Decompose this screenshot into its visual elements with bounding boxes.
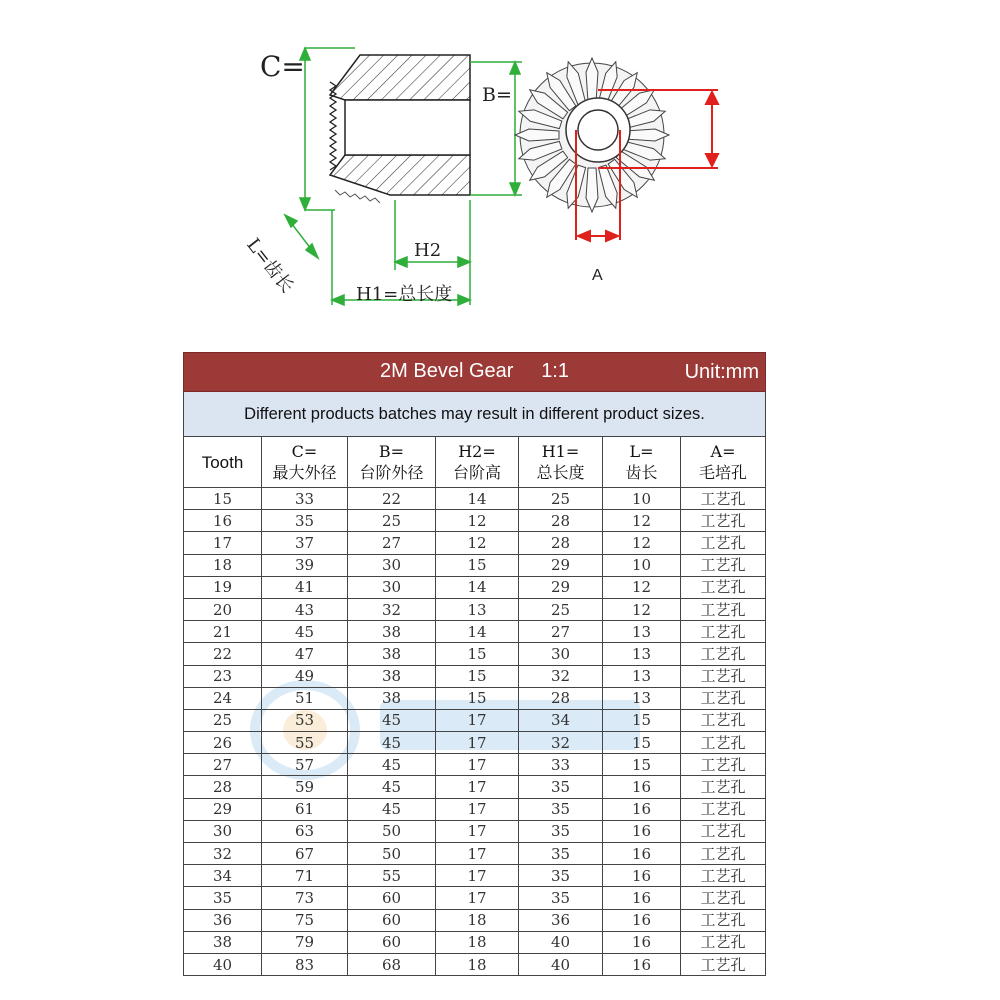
- cell-l: 16: [603, 820, 681, 842]
- table-row: [184, 931, 766, 953]
- spec-table-container: [183, 352, 765, 976]
- cell-a: 工艺孔: [681, 820, 766, 842]
- cell-tooth: 27: [184, 754, 262, 776]
- table-row: [184, 643, 766, 665]
- cell-a: 工艺孔: [681, 776, 766, 798]
- cell-tooth: 34: [184, 865, 262, 887]
- cell-h2: 14: [436, 488, 519, 510]
- cell-b: 45: [348, 776, 436, 798]
- cell-h1: 28: [519, 510, 603, 532]
- table-row: [184, 687, 766, 709]
- table-body: [184, 488, 766, 976]
- cell-l: 15: [603, 754, 681, 776]
- table-row: [184, 621, 766, 643]
- cell-a: 工艺孔: [681, 621, 766, 643]
- table-row: [184, 820, 766, 842]
- cell-a: 工艺孔: [681, 887, 766, 909]
- cell-a: 工艺孔: [681, 732, 766, 754]
- table-row: [184, 732, 766, 754]
- cell-b: 45: [348, 732, 436, 754]
- cell-h2: 12: [436, 532, 519, 554]
- cell-c: 45: [262, 621, 348, 643]
- cell-c: 39: [262, 554, 348, 576]
- cell-h1: 40: [519, 953, 603, 975]
- spec-table: [183, 352, 766, 976]
- cell-l: 12: [603, 510, 681, 532]
- cell-b: 50: [348, 820, 436, 842]
- cell-l: 10: [603, 554, 681, 576]
- table-row: [184, 598, 766, 620]
- cell-b: 38: [348, 621, 436, 643]
- cell-c: 53: [262, 709, 348, 731]
- cell-l: 13: [603, 621, 681, 643]
- cell-l: 16: [603, 843, 681, 865]
- cell-l: 12: [603, 532, 681, 554]
- cell-tooth: 18: [184, 554, 262, 576]
- cell-tooth: 17: [184, 532, 262, 554]
- header-a: A= 毛培孔: [681, 437, 766, 488]
- header-c: C= 最大外径: [262, 437, 348, 488]
- table-row: [184, 798, 766, 820]
- cell-l: 13: [603, 687, 681, 709]
- cell-h1: 35: [519, 776, 603, 798]
- cell-l: 16: [603, 865, 681, 887]
- cell-h2: 17: [436, 754, 519, 776]
- table-row: [184, 909, 766, 931]
- cell-a: 工艺孔: [681, 843, 766, 865]
- cell-a: 工艺孔: [681, 865, 766, 887]
- cell-c: 59: [262, 776, 348, 798]
- label-a: A: [592, 267, 603, 284]
- cell-b: 38: [348, 687, 436, 709]
- cell-tooth: 25: [184, 709, 262, 731]
- table-row: [184, 776, 766, 798]
- cell-h1: 28: [519, 532, 603, 554]
- cell-h1: 40: [519, 931, 603, 953]
- cell-h1: 29: [519, 576, 603, 598]
- cell-a: 工艺孔: [681, 532, 766, 554]
- cell-b: 25: [348, 510, 436, 532]
- label-b: B=: [482, 84, 512, 106]
- title-row: [184, 353, 766, 392]
- cell-h1: 27: [519, 621, 603, 643]
- cell-h1: 29: [519, 554, 603, 576]
- cell-a: 工艺孔: [681, 665, 766, 687]
- cell-a: 工艺孔: [681, 798, 766, 820]
- cell-c: 61: [262, 798, 348, 820]
- cell-h1: 33: [519, 754, 603, 776]
- cell-b: 60: [348, 931, 436, 953]
- cell-a: 工艺孔: [681, 687, 766, 709]
- cell-l: 16: [603, 909, 681, 931]
- header-h1: H1= 总长度: [519, 437, 603, 488]
- label-h2: H2: [414, 240, 442, 261]
- cell-h1: 35: [519, 865, 603, 887]
- header-tooth: Tooth: [184, 437, 262, 488]
- cell-l: 16: [603, 931, 681, 953]
- cell-l: 16: [603, 776, 681, 798]
- table-row: [184, 488, 766, 510]
- cell-h1: 34: [519, 709, 603, 731]
- table-row: [184, 576, 766, 598]
- table-title: 2M Bevel Gear 1:1: [380, 360, 569, 382]
- cell-h2: 17: [436, 843, 519, 865]
- cell-tooth: 19: [184, 576, 262, 598]
- cell-h2: 17: [436, 709, 519, 731]
- cell-a: 工艺孔: [681, 510, 766, 532]
- cell-b: 60: [348, 887, 436, 909]
- cell-b: 68: [348, 953, 436, 975]
- cell-h2: 17: [436, 732, 519, 754]
- table-row: [184, 665, 766, 687]
- cell-c: 71: [262, 865, 348, 887]
- table-row: [184, 887, 766, 909]
- cell-b: 45: [348, 754, 436, 776]
- cell-h1: 32: [519, 665, 603, 687]
- cell-b: 30: [348, 554, 436, 576]
- gear-drawing: [0, 0, 1000, 320]
- cell-h1: 30: [519, 643, 603, 665]
- table-row: [184, 865, 766, 887]
- cell-tooth: 22: [184, 643, 262, 665]
- cell-c: 33: [262, 488, 348, 510]
- cell-h2: 17: [436, 776, 519, 798]
- bevel-gear-diagram: [0, 0, 1000, 320]
- cell-c: 55: [262, 732, 348, 754]
- label-l: L=齿长: [242, 234, 298, 298]
- cell-b: 38: [348, 665, 436, 687]
- cell-l: 13: [603, 665, 681, 687]
- table-row: [184, 709, 766, 731]
- cell-b: 22: [348, 488, 436, 510]
- title-cell: [184, 353, 766, 392]
- cell-a: 工艺孔: [681, 754, 766, 776]
- unit-label: Unit:mm: [684, 361, 760, 383]
- cell-h1: 25: [519, 598, 603, 620]
- cell-h2: 15: [436, 554, 519, 576]
- note-row: [184, 392, 766, 437]
- cell-a: 工艺孔: [681, 931, 766, 953]
- cell-b: 50: [348, 843, 436, 865]
- cell-tooth: 24: [184, 687, 262, 709]
- cell-c: 47: [262, 643, 348, 665]
- cell-tooth: 21: [184, 621, 262, 643]
- cell-a: 工艺孔: [681, 488, 766, 510]
- cell-b: 45: [348, 709, 436, 731]
- cell-tooth: 29: [184, 798, 262, 820]
- cell-l: 16: [603, 798, 681, 820]
- cell-a: 工艺孔: [681, 909, 766, 931]
- header-b: B= 台阶外径: [348, 437, 436, 488]
- cell-l: 10: [603, 488, 681, 510]
- cell-a: 工艺孔: [681, 953, 766, 975]
- cell-c: 75: [262, 909, 348, 931]
- cell-l: 13: [603, 643, 681, 665]
- cell-a: 工艺孔: [681, 576, 766, 598]
- cell-c: 37: [262, 532, 348, 554]
- cell-l: 15: [603, 709, 681, 731]
- front-gear-view: [515, 58, 718, 241]
- table-row: [184, 532, 766, 554]
- cell-c: 41: [262, 576, 348, 598]
- cell-h1: 35: [519, 820, 603, 842]
- cell-tooth: 40: [184, 953, 262, 975]
- cell-h2: 17: [436, 820, 519, 842]
- cell-c: 51: [262, 687, 348, 709]
- table-row: [184, 953, 766, 975]
- cell-h2: 15: [436, 643, 519, 665]
- cell-c: 63: [262, 820, 348, 842]
- cell-h1: 36: [519, 909, 603, 931]
- header-row: [184, 437, 766, 488]
- cell-h2: 18: [436, 909, 519, 931]
- cell-tooth: 30: [184, 820, 262, 842]
- cell-a: 工艺孔: [681, 709, 766, 731]
- cell-l: 12: [603, 598, 681, 620]
- cell-tooth: 28: [184, 776, 262, 798]
- cell-h2: 17: [436, 865, 519, 887]
- cell-c: 57: [262, 754, 348, 776]
- cell-tooth: 35: [184, 887, 262, 909]
- cell-tooth: 23: [184, 665, 262, 687]
- cell-l: 16: [603, 953, 681, 975]
- header-l: L= 齿长: [603, 437, 681, 488]
- cell-h2: 17: [436, 887, 519, 909]
- cell-b: 38: [348, 643, 436, 665]
- cell-l: 12: [603, 576, 681, 598]
- batch-note: Different products batches may result in different product sizes.: [184, 392, 766, 437]
- label-c: C=: [260, 50, 305, 83]
- table-row: [184, 754, 766, 776]
- cell-tooth: 32: [184, 843, 262, 865]
- cell-h2: 12: [436, 510, 519, 532]
- cell-a: 工艺孔: [681, 554, 766, 576]
- cell-b: 30: [348, 576, 436, 598]
- cell-c: 35: [262, 510, 348, 532]
- cell-h1: 35: [519, 887, 603, 909]
- cell-c: 43: [262, 598, 348, 620]
- cell-b: 45: [348, 798, 436, 820]
- cell-h1: 32: [519, 732, 603, 754]
- cell-tooth: 26: [184, 732, 262, 754]
- cell-h2: 15: [436, 687, 519, 709]
- cell-h2: 15: [436, 665, 519, 687]
- cell-h2: 17: [436, 798, 519, 820]
- cell-a: 工艺孔: [681, 598, 766, 620]
- cell-l: 16: [603, 887, 681, 909]
- header-h2: H2= 台阶高: [436, 437, 519, 488]
- cell-tooth: 16: [184, 510, 262, 532]
- cell-tooth: 15: [184, 488, 262, 510]
- table-row: [184, 843, 766, 865]
- cell-h2: 14: [436, 621, 519, 643]
- cell-b: 60: [348, 909, 436, 931]
- cell-h1: 28: [519, 687, 603, 709]
- cell-l: 15: [603, 732, 681, 754]
- cell-c: 79: [262, 931, 348, 953]
- cell-h2: 13: [436, 598, 519, 620]
- cell-c: 67: [262, 843, 348, 865]
- cell-h1: 35: [519, 798, 603, 820]
- label-h1: H1=总长度: [356, 284, 453, 305]
- table-row: [184, 554, 766, 576]
- cell-b: 55: [348, 865, 436, 887]
- cell-h1: 35: [519, 843, 603, 865]
- cell-a: 工艺孔: [681, 643, 766, 665]
- cell-c: 49: [262, 665, 348, 687]
- cell-b: 32: [348, 598, 436, 620]
- table-row: [184, 510, 766, 532]
- cell-b: 27: [348, 532, 436, 554]
- cell-h1: 25: [519, 488, 603, 510]
- cell-h2: 18: [436, 931, 519, 953]
- cell-tooth: 20: [184, 598, 262, 620]
- cell-h2: 18: [436, 953, 519, 975]
- cell-h2: 14: [436, 576, 519, 598]
- cell-tooth: 38: [184, 931, 262, 953]
- cell-c: 73: [262, 887, 348, 909]
- cell-c: 83: [262, 953, 348, 975]
- cell-tooth: 36: [184, 909, 262, 931]
